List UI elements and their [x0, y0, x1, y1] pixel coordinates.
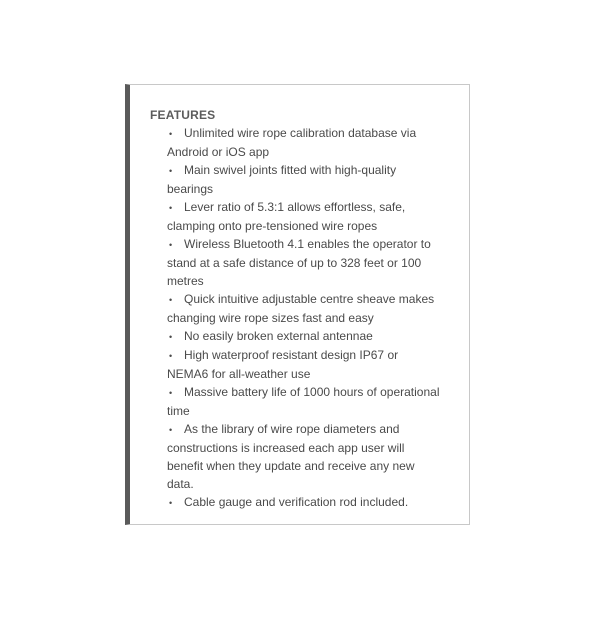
features-title: FEATURES	[150, 108, 216, 122]
list-item-text: Main swivel joints fitted with high-quality bearings	[167, 163, 397, 196]
list-item	[167, 235, 442, 290]
list-item-text: High waterproof resistant design IP67 or NEMA6 for all-weather use	[167, 348, 399, 381]
list-item	[167, 327, 442, 346]
features-list	[167, 124, 442, 512]
bullet-icon: •	[169, 166, 173, 176]
list-item-text: Cable gauge and verification rod included.	[184, 495, 409, 509]
list-item	[167, 124, 442, 161]
list-item	[167, 383, 442, 420]
list-item-text: Quick intuitive adjustable centre sheave makes changing wire rope sizes fast and easy	[167, 292, 435, 325]
list-item	[167, 493, 442, 512]
bullet-icon: •	[169, 129, 173, 139]
bullet-icon: •	[169, 351, 173, 361]
list-item-text: Wireless Bluetooth 4.1 enables the operator to stand at a safe distance of up to 328 feet or 100 metres	[167, 237, 431, 288]
bullet-icon: •	[169, 388, 173, 398]
bullet-icon: •	[169, 240, 173, 250]
list-item	[167, 420, 442, 493]
bullet-icon: •	[169, 425, 173, 435]
list-item	[167, 290, 442, 327]
list-item-text: Unlimited wire rope calibration database via Android or iOS app	[167, 126, 417, 159]
list-item-text: No easily broken external antennae	[184, 329, 373, 343]
bullet-icon: •	[169, 203, 173, 213]
features-panel	[125, 84, 470, 525]
bullet-icon: •	[169, 332, 173, 342]
bullet-icon: •	[169, 498, 173, 508]
list-item-text: Massive battery life of 1000 hours of operational time	[167, 385, 440, 418]
bullet-icon: •	[169, 295, 173, 305]
list-item	[167, 161, 442, 198]
list-item-text: Lever ratio of 5.3:1 allows effortless, safe, clamping onto pre-tensioned wire ropes	[167, 200, 406, 233]
list-item	[167, 198, 442, 235]
list-item	[167, 346, 442, 383]
list-item-text: As the library of wire rope diameters and constructions is increased each app user will benefit when they update and receive any new data.	[167, 422, 415, 491]
